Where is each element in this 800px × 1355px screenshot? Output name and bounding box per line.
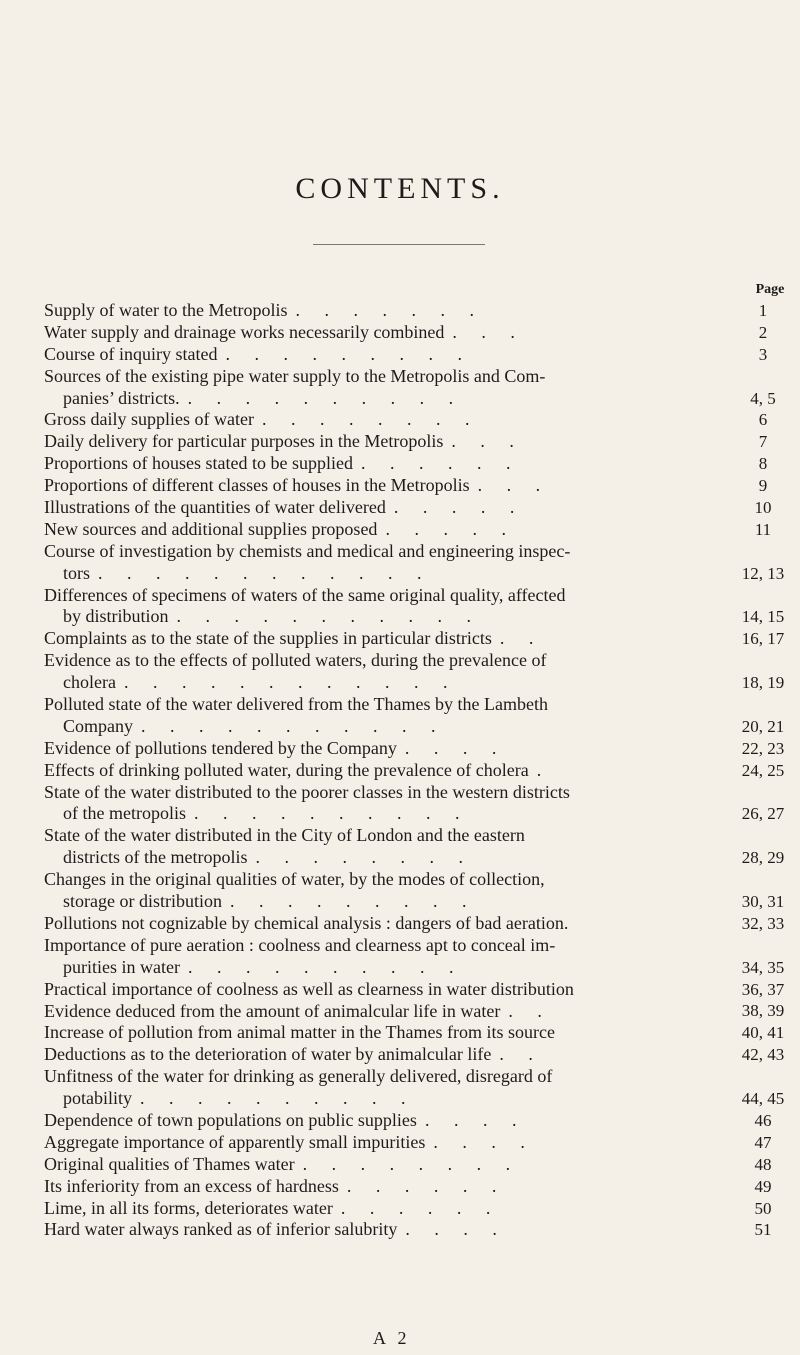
dot-leaders: . . xyxy=(508,1000,552,1021)
toc-entry-text: Course of inquiry stated xyxy=(44,343,218,364)
dot-leaders xyxy=(555,1022,563,1042)
toc-entry xyxy=(44,1110,800,1132)
dot-leaders: . . . . . . . . . . xyxy=(187,956,464,977)
toc-entry-line xyxy=(44,322,800,344)
toc-entry-line xyxy=(44,388,800,410)
toc-entry xyxy=(44,519,800,541)
toc-entry-line xyxy=(44,344,800,366)
toc-page-number: 36, 37 xyxy=(741,979,785,999)
dot-leaders xyxy=(574,979,582,999)
toc-page-number: 4, 5 xyxy=(750,388,776,408)
toc-entry-line xyxy=(44,869,800,891)
toc-entry xyxy=(44,650,800,694)
toc-entry xyxy=(44,431,800,453)
toc-entry-text: tors xyxy=(63,562,90,583)
toc-entry xyxy=(44,913,800,935)
toc-page-number: 18, 19 xyxy=(741,673,785,693)
dot-leaders: . . . . . . . . . . xyxy=(193,803,470,824)
toc-entry-text: Evidence deduced from the amount of animalcular life in water xyxy=(44,1000,501,1021)
toc-entry-text: Unfitness of the water for drinking as generally delivered, disregard of xyxy=(44,1066,553,1087)
toc-entry-line xyxy=(44,1154,800,1176)
dot-leaders: . . . . . . . . xyxy=(302,1153,521,1174)
toc-entry xyxy=(44,935,800,979)
toc-page-number: 34, 35 xyxy=(741,957,785,977)
dot-leaders: . . . . . . . . . . xyxy=(187,387,464,408)
toc-page-number: 9 xyxy=(758,476,768,496)
dot-leaders: . . . . . . . . . . . . xyxy=(123,672,458,693)
toc-entry-text: Importance of pure aeration : coolness and clearness apt to conceal im- xyxy=(44,934,556,955)
toc-entry-text: purities in water xyxy=(63,956,180,977)
dot-leaders: . . . . xyxy=(433,1131,535,1152)
toc-entry xyxy=(44,409,800,431)
toc-page-number: 26, 27 xyxy=(741,804,785,824)
toc-entry-text: Course of investigation by chemists and medical and engineering inspec- xyxy=(44,540,571,561)
dot-leaders: . . . . . . . xyxy=(295,300,484,320)
toc-page-number: 14, 15 xyxy=(741,607,785,627)
toc-page-number: 12, 13 xyxy=(741,563,785,583)
toc-page-number: 46 xyxy=(754,1110,772,1130)
dot-leaders: . . . . . . . . . xyxy=(229,891,477,912)
toc-entry-line xyxy=(44,913,800,935)
toc-entry-text: Original qualities of Thames water xyxy=(44,1153,295,1174)
toc-entry-text: Complaints as to the state of the supplies in particular districts xyxy=(44,628,492,649)
dot-leaders: . . . . . . . . . . xyxy=(140,1088,416,1109)
dot-leaders: . . . . . . xyxy=(360,453,521,474)
toc-page-number: 40, 41 xyxy=(741,1023,785,1043)
dot-leaders xyxy=(568,913,576,933)
dot-leaders: . . . . xyxy=(404,737,507,758)
toc-entry-text: Lime, in all its forms, deteriorates water xyxy=(44,1197,333,1218)
dot-leaders: . . . . . . . . xyxy=(261,409,480,430)
toc-page-number: 51 xyxy=(754,1220,772,1240)
toc-entry-text: Sources of the existing pipe water supply to the Metropolis and Com- xyxy=(44,365,546,386)
toc-entry xyxy=(44,366,800,410)
signature-mark: A 2 xyxy=(373,1328,411,1348)
dot-leaders: . . . . . . xyxy=(340,1197,501,1218)
toc-entry-text: State of the water distributed in the City of London and the eastern xyxy=(44,825,525,846)
toc-page-number: 32, 33 xyxy=(741,913,785,933)
table-of-contents xyxy=(44,300,800,1241)
toc-entry-text: Aggregate importance of apparently small impurities xyxy=(44,1131,426,1152)
toc-entry-text: districts of the metropolis xyxy=(63,847,248,868)
toc-entry-line xyxy=(44,585,800,607)
toc-entry-line xyxy=(44,935,800,957)
toc-page-number: 16, 17 xyxy=(741,629,785,649)
toc-entry-line xyxy=(44,497,800,519)
toc-entry-text: Polluted state of the water delivered from the Thames by the Lambeth xyxy=(44,694,549,715)
toc-entry-text: Supply of water to the Metropolis xyxy=(44,300,288,320)
toc-entry-text: Practical importance of coolness as well as clearness in water distribution xyxy=(44,978,574,999)
dot-leaders: . . . . . . xyxy=(346,1175,507,1196)
toc-entry-text: Differences of specimens of waters of the same original quality, affected xyxy=(44,584,566,605)
dot-leaders: . . . . xyxy=(424,1109,527,1130)
dot-leaders: . . . . . xyxy=(385,518,516,539)
toc-page-number: 20, 21 xyxy=(741,716,785,736)
dot-leaders: . . . xyxy=(451,431,524,452)
toc-page-number: 3 xyxy=(758,344,768,364)
toc-entry-line xyxy=(44,694,800,716)
toc-entry-text: Changes in the original qualities of water, by the modes of collection, xyxy=(44,869,545,890)
toc-entry-text: New sources and additional supplies proposed xyxy=(44,518,378,539)
toc-page-number: 1 xyxy=(758,300,768,320)
toc-entry-text: State of the water distributed to the poorer classes in the western districts xyxy=(44,781,570,802)
toc-entry-line xyxy=(44,475,800,497)
toc-entry-text: Water supply and drainage works necessarily combined xyxy=(44,321,445,342)
toc-entry-text: Effects of drinking polluted water, during the prevalence of cholera xyxy=(44,759,529,780)
toc-entry-line xyxy=(44,431,800,453)
dot-leaders: . . . . . xyxy=(393,497,525,518)
toc-entry-text: Illustrations of the quantities of water delivered xyxy=(44,497,386,518)
toc-entry-line xyxy=(44,738,800,760)
toc-entry-text: Dependence of town populations on public supplies xyxy=(44,1109,417,1130)
toc-entry xyxy=(44,979,800,1001)
toc-entry xyxy=(44,825,800,869)
dot-leaders: . . xyxy=(499,628,544,649)
toc-page-number: 8 xyxy=(758,454,768,474)
toc-entry-line xyxy=(44,891,800,913)
page-title: CONTENTS. xyxy=(295,172,505,205)
dot-leaders: . . . . . . . . . . . xyxy=(176,606,482,627)
toc-entry-line xyxy=(44,760,800,782)
toc-entry xyxy=(44,782,800,826)
toc-entry-line xyxy=(44,1176,800,1198)
toc-entry xyxy=(44,869,800,913)
toc-entry xyxy=(44,453,800,475)
toc-entry-line xyxy=(44,1066,800,1088)
toc-entry-text: Gross daily supplies of water xyxy=(44,409,254,430)
toc-entry-text: Evidence as to the effects of polluted waters, during the prevalence of xyxy=(44,650,547,671)
toc-entry-text: Daily delivery for particular purposes in the Metropolis xyxy=(44,431,444,452)
toc-entry xyxy=(44,1044,800,1066)
dot-leaders: . . . . xyxy=(405,1219,507,1240)
toc-entry-text: Pollutions not cognizable by chemical analysis : dangers of bad aeration. xyxy=(44,912,569,933)
toc-entry xyxy=(44,694,800,738)
toc-entry-line xyxy=(44,519,800,541)
toc-entry-line xyxy=(44,1198,800,1220)
dot-leaders: . . . . . . . . . . . . xyxy=(98,562,432,583)
dot-leaders: . xyxy=(536,759,552,780)
toc-entry xyxy=(44,585,800,629)
toc-entry-line xyxy=(44,563,800,585)
toc-entry-line xyxy=(44,1044,800,1066)
toc-page-number: 28, 29 xyxy=(741,848,785,868)
toc-entry xyxy=(44,1176,800,1198)
toc-entry xyxy=(44,344,800,366)
toc-entry xyxy=(44,1001,800,1023)
toc-entry xyxy=(44,497,800,519)
toc-entry-line xyxy=(44,672,800,694)
toc-entry-line xyxy=(44,650,800,672)
toc-entry-text: Hard water always ranked as of inferior salubrity xyxy=(44,1219,398,1240)
toc-page-number: 48 xyxy=(754,1154,772,1174)
toc-page-number: 38, 39 xyxy=(741,1001,785,1021)
dot-leaders: . . . . . . . . . . . xyxy=(141,715,446,736)
toc-page-number: 7 xyxy=(758,432,768,452)
toc-entry-line xyxy=(44,1219,800,1241)
dot-leaders: . . . xyxy=(477,475,551,496)
toc-entry xyxy=(44,322,800,344)
toc-page-number: 30, 31 xyxy=(741,892,785,912)
toc-entry-line xyxy=(44,1110,800,1132)
toc-entry xyxy=(44,541,800,585)
toc-entry-line xyxy=(44,1088,800,1110)
toc-page-number: 49 xyxy=(754,1176,772,1196)
toc-entry-text: potability xyxy=(63,1088,132,1109)
toc-entry-text: of the metropolis xyxy=(63,803,186,824)
toc-entry-text: Evidence of pollutions tendered by the Company xyxy=(44,737,397,758)
toc-page-number: 42, 43 xyxy=(741,1045,785,1065)
toc-page-number: 47 xyxy=(754,1132,772,1152)
toc-entry-line xyxy=(44,300,800,322)
toc-entry xyxy=(44,475,800,497)
toc-entry-line xyxy=(44,1001,800,1023)
toc-entry xyxy=(44,738,800,760)
dot-leaders: . . . . . . . . . xyxy=(225,343,472,364)
toc-entry-line xyxy=(44,1132,800,1154)
dot-leaders: . . xyxy=(499,1044,543,1065)
toc-entry xyxy=(44,760,800,782)
toc-entry xyxy=(44,1198,800,1220)
toc-entry-line xyxy=(44,803,800,825)
toc-entry-line xyxy=(44,628,800,650)
toc-entry xyxy=(44,300,800,322)
toc-entry-line xyxy=(44,409,800,431)
toc-entry-text: Company xyxy=(63,715,133,736)
toc-entry-text: Its inferiority from an excess of hardness xyxy=(44,1175,339,1196)
toc-entry-text: storage or distribution xyxy=(63,891,222,912)
toc-entry-line xyxy=(44,716,800,738)
toc-entry-text: panies’ districts. xyxy=(63,387,180,408)
toc-entry-line xyxy=(44,979,800,1001)
toc-entry-text: Proportions of different classes of houses in the Metropolis xyxy=(44,475,470,496)
toc-entry-line xyxy=(44,606,800,628)
page-column-heading: Page xyxy=(755,282,785,297)
toc-entry-text: Proportions of houses stated to be supplied xyxy=(44,453,353,474)
title-divider xyxy=(313,244,485,245)
dot-leaders: . . . . . . . . xyxy=(255,847,473,868)
toc-page-number: 6 xyxy=(758,410,768,430)
toc-entry-text: by distribution xyxy=(63,606,169,627)
toc-page-number: 50 xyxy=(754,1198,772,1218)
toc-entry-line xyxy=(44,847,800,869)
toc-entry-line xyxy=(44,957,800,979)
toc-entry-line xyxy=(44,453,800,475)
toc-page-number: 10 xyxy=(754,498,772,517)
toc-page-number: 44, 45 xyxy=(741,1089,785,1109)
toc-entry-line xyxy=(44,1022,800,1044)
toc-page-number: 24, 25 xyxy=(741,760,785,780)
toc-entry xyxy=(44,1132,800,1154)
toc-entry xyxy=(44,1219,800,1241)
toc-entry xyxy=(44,1022,800,1044)
toc-entry xyxy=(44,1154,800,1176)
toc-entry-text: cholera xyxy=(63,672,116,693)
toc-page-number: 22, 23 xyxy=(741,738,785,758)
toc-entry-line xyxy=(44,541,800,563)
toc-entry-line xyxy=(44,366,800,388)
toc-entry xyxy=(44,1066,800,1110)
toc-entry xyxy=(44,628,800,650)
toc-entry-text: Deductions as to the deterioration of water by animalcular life xyxy=(44,1044,492,1065)
dot-leaders: . . . xyxy=(452,321,525,342)
toc-entry-text: Increase of pollution from animal matter in the Thames from its source xyxy=(44,1022,556,1043)
toc-page-number: 2 xyxy=(758,322,768,342)
toc-entry-line xyxy=(44,782,800,804)
toc-entry-line xyxy=(44,825,800,847)
toc-page-number: 11 xyxy=(754,519,772,539)
